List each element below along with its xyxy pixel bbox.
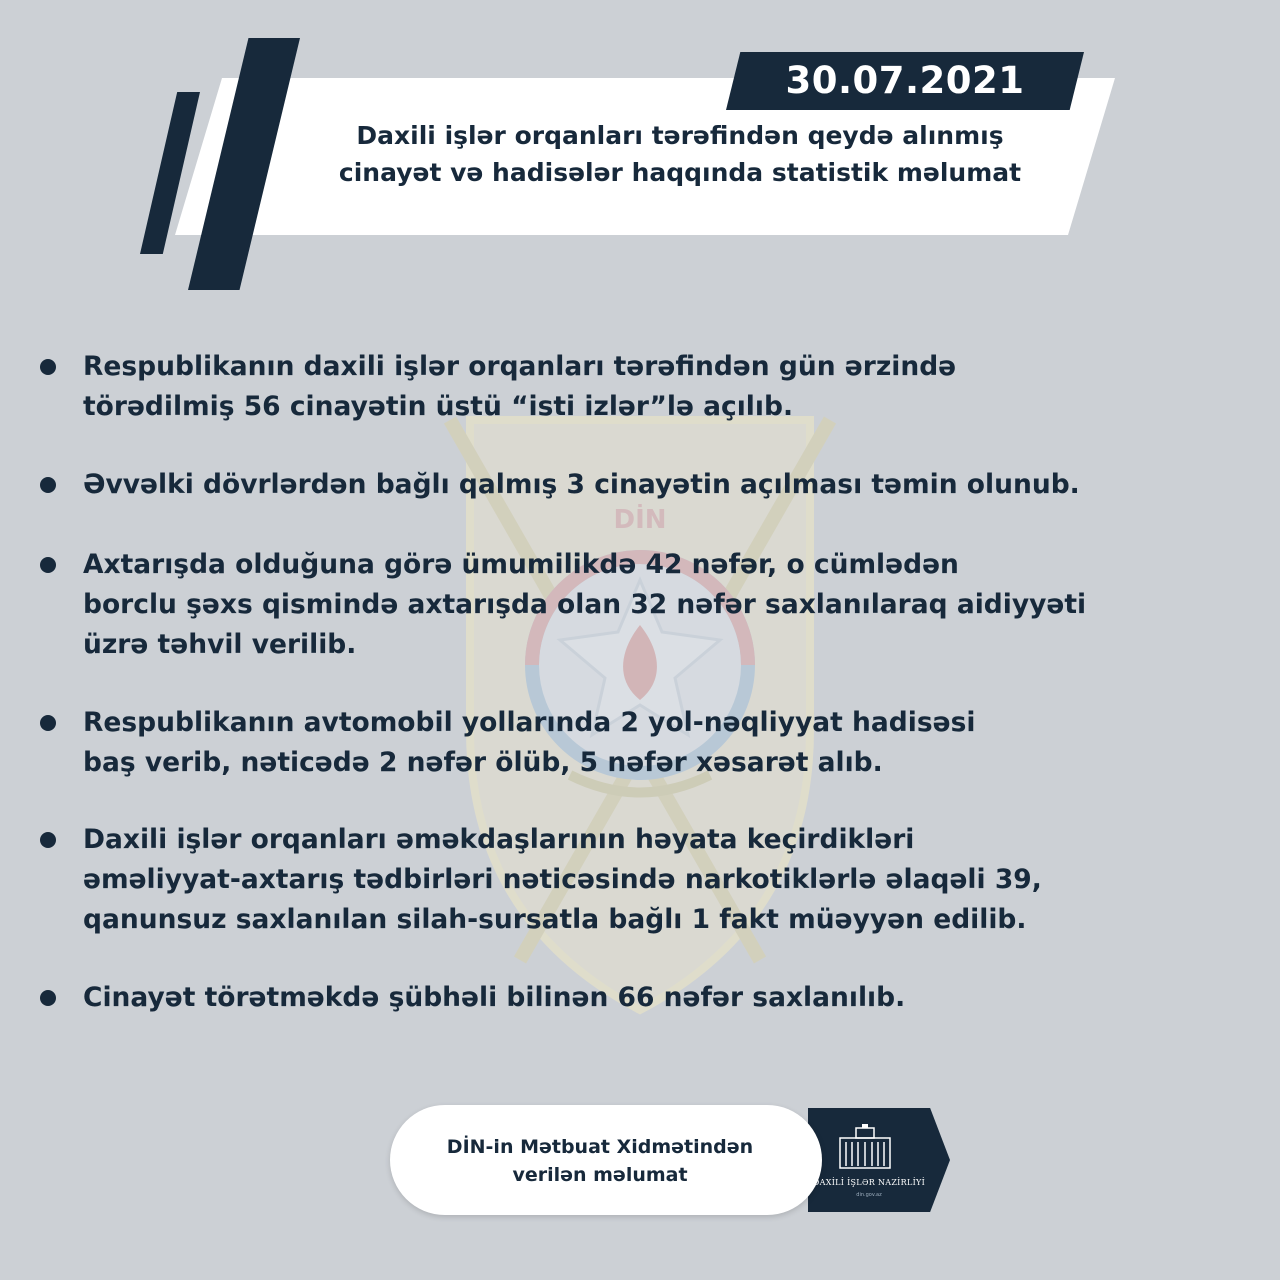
list-item [40, 978, 1240, 1018]
list-item-text: Respublikanın daxili işlər orqanları tərəfindən gün ərzində törədilmiş 56 cinayətin üstü “isti izlər”lə açılıb. [83, 351, 957, 422]
footer-source-text: DİN-in Mətbuat Xidmətindən verilən məlumat [446, 1136, 754, 1186]
bullet-icon [40, 557, 56, 573]
ministry-building-icon [838, 1124, 892, 1170]
ministry-badge-url: din.gov.az [856, 1192, 882, 1198]
page-title: Daxili işlər orqanları tərəfindən qeydə alınmış cinayət və hadisələr haqqında statistik məlumat [338, 121, 1022, 187]
date-label: 30.07.2021 [785, 59, 1025, 102]
list-item [40, 820, 1240, 940]
list-item-text: Axtarışda olduğuna görə ümumilikdə 42 nəfər, o cümlədən borclu şəxs qismində axtarışda olan 32 nəfər saxlanılaraq aidiyyəti üzrə təhvil verilib. [83, 549, 1087, 660]
list-item [40, 703, 1240, 783]
watermark-text: DİN [613, 505, 667, 535]
bullet-icon [40, 990, 56, 1006]
bullet-icon [40, 359, 56, 375]
list-item-text: Daxili işlər orqanları əməkdaşlarının həyata keçirdikləri əməliyyat-axtarış tədbirləri nəticəsində narkotiklərlə əlaqəli 39, qanunsuz saxlanılan silah-sursatla bağlı 1 fakt müəyyən edilib. [83, 824, 1042, 935]
bullet-icon [40, 832, 56, 848]
bullet-icon [40, 715, 56, 731]
ministry-badge-label: DAXİLİ İŞLƏR NAZİRLİYİ [812, 1178, 926, 1187]
list-item-text: Cinayət törətməkdə şübhəli bilinən 66 nəfər saxlanılıb. [83, 982, 906, 1013]
list-item-text: Respublikanın avtomobil yollarında 2 yol-nəqliyyat hadisəsi baş verib, nəticədə 2 nəfər ölüb, 5 nəfər xəsarət alıb. [83, 707, 976, 778]
bullet-icon [40, 477, 56, 493]
list-item [40, 465, 1240, 505]
list-item [40, 545, 1240, 665]
list-item-text: Əvvəlki dövrlərdən bağlı qalmış 3 cinayətin açılması təmin olunub. [83, 469, 1080, 500]
list-item [40, 347, 1240, 427]
